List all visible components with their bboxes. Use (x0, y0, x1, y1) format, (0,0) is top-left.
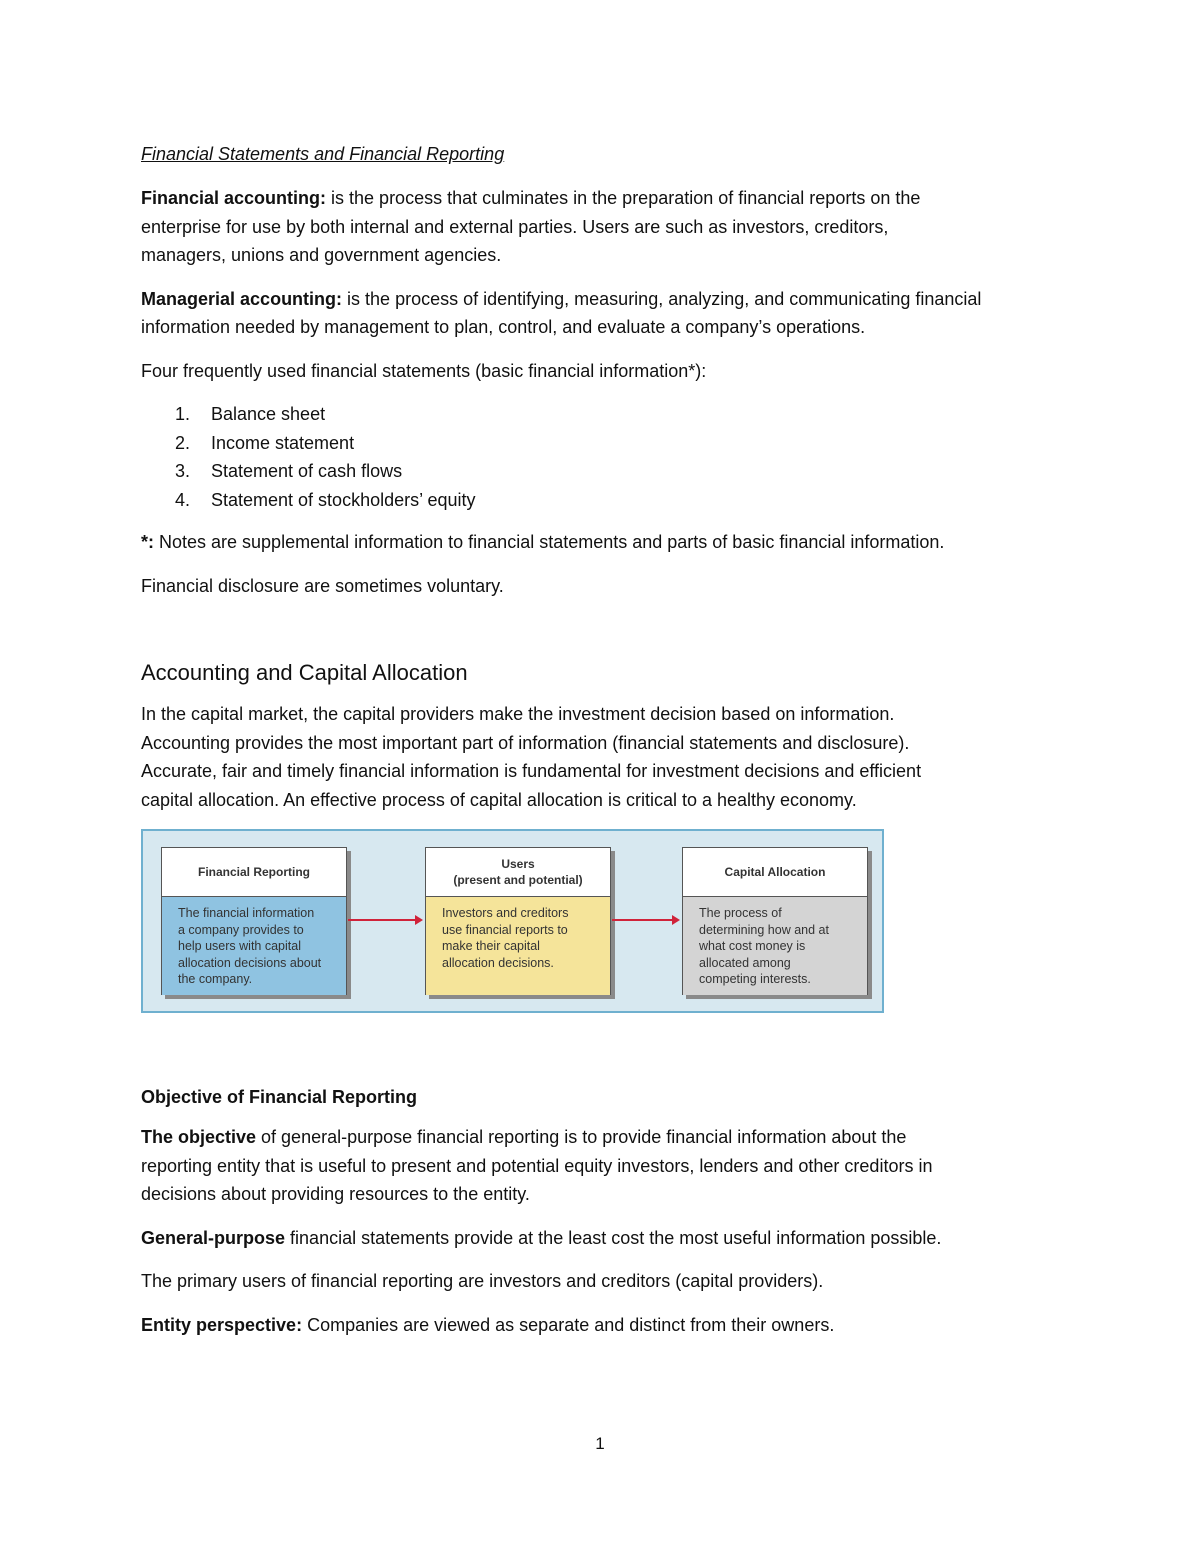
users-box (425, 847, 611, 995)
general-purpose-text: financial statements provide at the least cost the most useful information possible. (285, 1227, 942, 1248)
paragraph-line: Accurate, fair and timely financial information is fundamental for investment decisions and efficient (141, 761, 922, 781)
capital-allocation-box (682, 847, 868, 995)
footnote-marker: *: (141, 532, 154, 552)
financial-reporting-box (161, 847, 347, 995)
financial-accounting-line3: managers, unions and government agencies. (141, 245, 502, 265)
list-number: 4. (175, 489, 191, 510)
paragraph-line: In the capital market, the capital providers make the investment decision based on information. (141, 704, 895, 724)
document-page (141, 140, 1061, 1354)
section-heading-capital-allocation: Accounting and Capital Allocation (141, 660, 468, 685)
section-title-financial-statements: Financial Statements and Financial Reporting (141, 144, 505, 164)
list-item-label: Statement of cash flows (211, 461, 403, 481)
managerial-accounting-paragraph (141, 285, 1061, 342)
paragraph-line: decisions about providing resources to the entity. (141, 1184, 530, 1204)
section-heading-objective: Objective of Financial Reporting (141, 1087, 418, 1107)
four-statements-intro: Four frequently used financial statements (basic financial information*): (141, 360, 707, 381)
primary-users-line: The primary users of financial reporting are investors and creditors (capital providers). (141, 1271, 824, 1291)
box-body: Investors and creditors use financial reports to make their capital allocation decisions. (426, 897, 610, 995)
paragraph-line: capital allocation. An effective process of capital allocation is critical to a healthy economy. (141, 789, 857, 810)
term-colon: : (296, 1314, 303, 1335)
list-item-label: Balance sheet (211, 404, 326, 424)
managerial-accounting-line2: information needed by management to plan, control, and evaluate a company’s operations. (141, 317, 866, 337)
list-number: 2. (175, 432, 191, 453)
list-number: 3. (175, 461, 191, 481)
financial-accounting-term: Financial accounting (141, 188, 321, 208)
notes-footnote (141, 528, 1061, 557)
disclosure-line: Financial disclosure are sometimes voluntary. (141, 575, 504, 596)
list-item (141, 429, 1061, 458)
arrow-icon (612, 919, 678, 921)
box-title: Capital Allocation (683, 848, 867, 897)
capital-allocation-paragraph (141, 700, 1061, 814)
statements-list (141, 400, 1061, 514)
box-body: The process of determining how and at what cost money is allocated among competing interests. (683, 897, 867, 995)
term-colon: : (320, 188, 327, 208)
objective-term: The objective (141, 1127, 257, 1147)
list-number: 1. (175, 404, 191, 424)
entity-perspective-paragraph (141, 1311, 1061, 1340)
financial-accounting-line2: enterprise for use by both internal and external parties. Users are such as investors, creditors, (141, 216, 889, 237)
paragraph-line: reporting entity that is useful to present and potential equity investors, lenders and other creditors in (141, 1155, 933, 1176)
box-title: Users (present and potential) (426, 848, 610, 897)
list-item (141, 486, 1061, 515)
box-body: The financial information a company provides to help users with capital allocation decisions about the company. (162, 897, 346, 995)
general-purpose-paragraph (141, 1224, 1061, 1253)
page-number: 1 (595, 1434, 605, 1453)
managerial-accounting-text: is the process of identifying, measuring, analyzing, and communicating financial (342, 288, 982, 309)
financial-accounting-paragraph (141, 184, 1061, 270)
list-item (141, 457, 1061, 486)
entity-perspective-term: Entity perspective (141, 1314, 297, 1335)
list-item (141, 400, 1061, 429)
list-item-label: Statement of stockholders’ equity (211, 489, 476, 510)
objective-paragraph (141, 1123, 1061, 1209)
objective-text: of general-purpose financial reporting is to provide financial information about the (256, 1127, 907, 1147)
capital-allocation-diagram (141, 829, 884, 1013)
box-title: Financial Reporting (162, 848, 346, 897)
managerial-accounting-term: Managerial accounting (141, 288, 337, 309)
general-purpose-term: General-purpose (141, 1227, 286, 1248)
paragraph-line: Accounting provides the most important part of information (financial statements and disclosure). (141, 732, 910, 753)
arrow-icon (348, 919, 421, 921)
entity-perspective-text: Companies are viewed as separate and distinct from their owners. (302, 1314, 835, 1335)
term-colon: : (336, 288, 343, 309)
footnote-text: Notes are supplemental information to financial statements and parts of basic financial information. (154, 532, 945, 552)
financial-accounting-text: is the process that culminates in the preparation of financial reports on the (326, 188, 921, 208)
list-item-label: Income statement (211, 432, 355, 453)
